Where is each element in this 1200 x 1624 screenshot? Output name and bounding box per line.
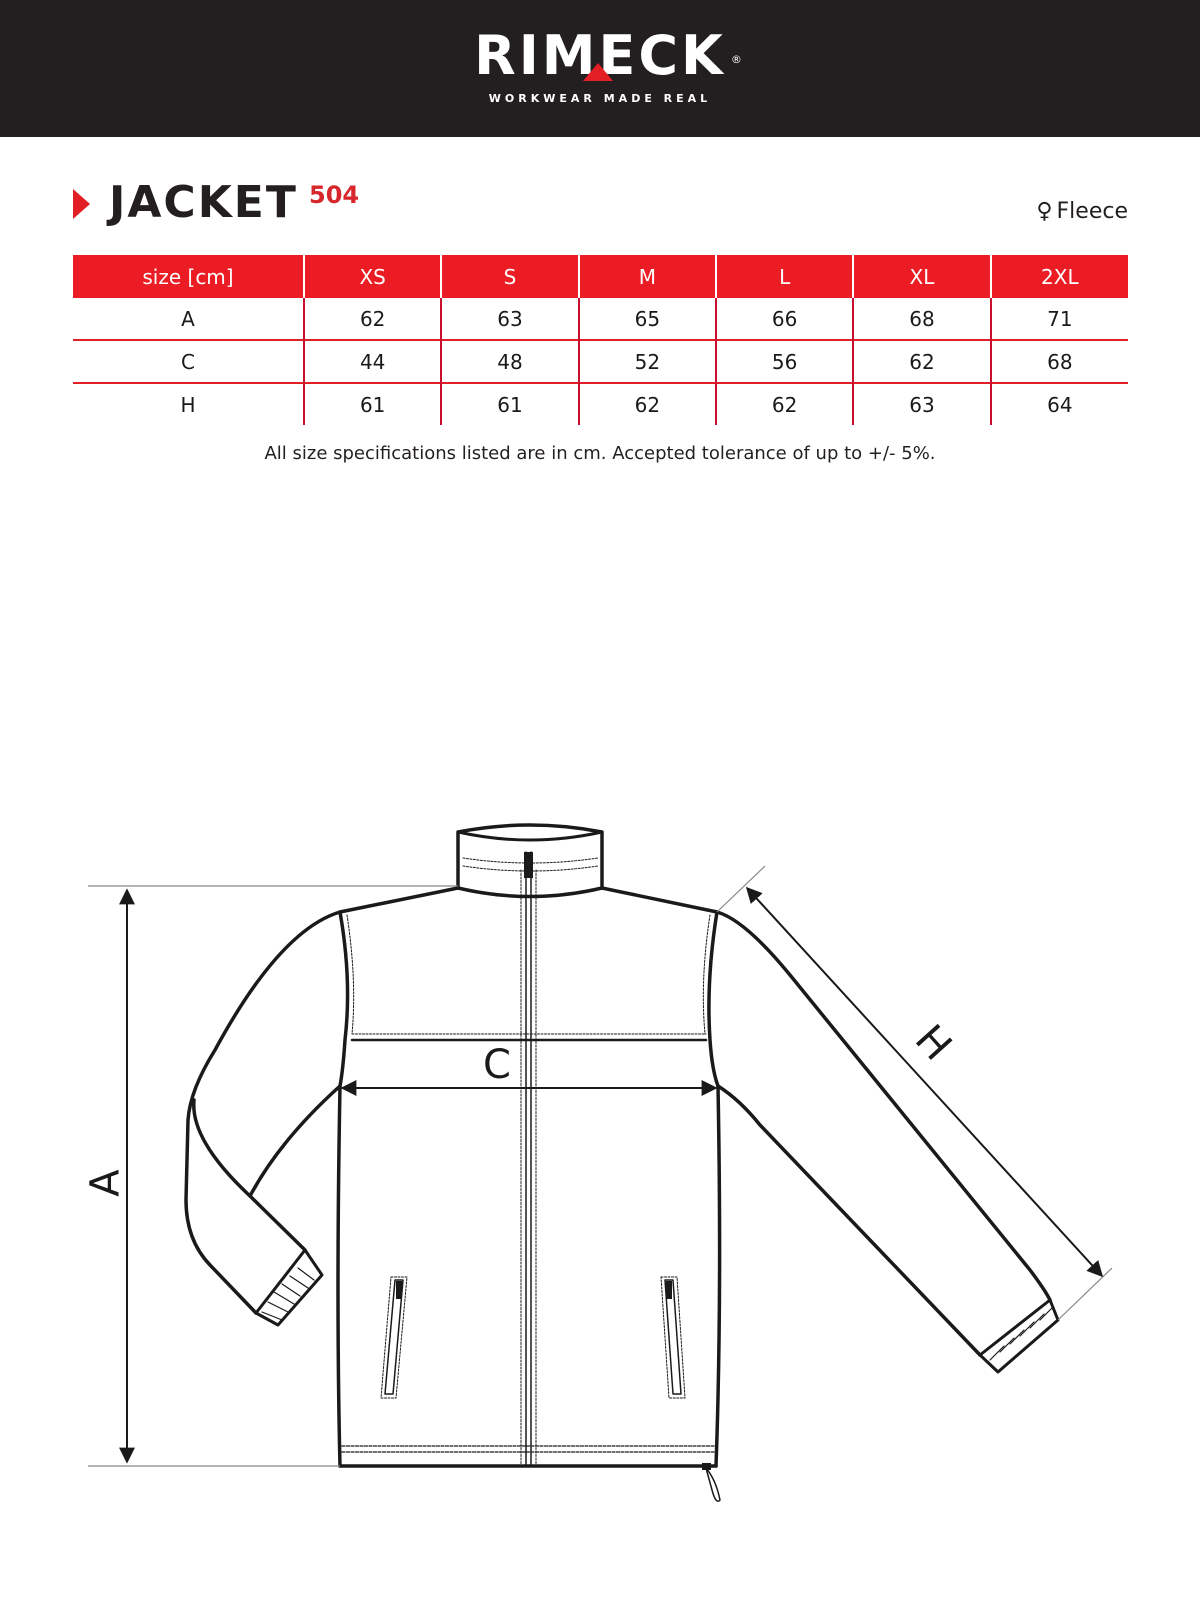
column-header: M [579,255,716,298]
table-row [73,298,1128,340]
product-code: 504 [309,181,360,209]
table-cell: 52 [579,340,716,383]
female-icon: ♀ [1036,199,1053,224]
column-header: XL [853,255,990,298]
tolerance-note: All size specifications listed are in cm. Accepted tolerance of up to +/- 5%. [264,443,936,464]
size-table-header [73,255,1128,298]
column-header: 2XL [991,255,1128,298]
dimension-label-chest: C [483,1042,511,1088]
table-cell: 63 [853,383,990,425]
column-header: L [716,255,853,298]
column-header: size [cm] [73,255,304,298]
table-cell: 48 [441,340,578,383]
brand-tagline: WORKWEAR MADE REAL [488,92,712,105]
table-cell: 56 [716,340,853,383]
table-cell: 66 [716,298,853,340]
logo-red-triangle-icon [583,63,613,81]
jacket-outline-icon [0,780,1200,1540]
table-cell: 68 [991,340,1128,383]
table-cell: 44 [304,340,441,383]
registered-mark: ® [730,53,742,66]
brand-name: RIMECK [474,24,726,87]
table-cell: 68 [853,298,990,340]
row-label: A [181,306,195,331]
column-header: S [441,255,578,298]
brand-header [0,0,1200,137]
title-arrow-icon [73,189,90,219]
jacket-technical-drawing [0,780,1200,1540]
table-cell: 62 [853,340,990,383]
product-gender-material [1036,199,1128,224]
dimension-label-sleeve: H [905,1016,961,1070]
table-row [73,383,1128,425]
column-header: XS [304,255,441,298]
row-label: H [73,383,304,425]
table-cell: 62 [716,383,853,425]
dimension-label-length: A [82,1169,129,1197]
size-table [73,255,1128,425]
table-cell: 62 [304,298,441,340]
brand-logo [0,26,1200,86]
material-label: Fleece [1056,199,1128,224]
table-cell: 61 [304,383,441,425]
table-cell: 64 [991,383,1128,425]
row-label: C [73,340,304,383]
table-cell: 63 [441,298,578,340]
product-title: JACKET [109,177,298,228]
table-cell: 61 [441,383,578,425]
table-row [73,340,1128,383]
table-cell: 62 [579,383,716,425]
table-cell: 65 [579,298,716,340]
table-cell: 71 [991,298,1128,340]
